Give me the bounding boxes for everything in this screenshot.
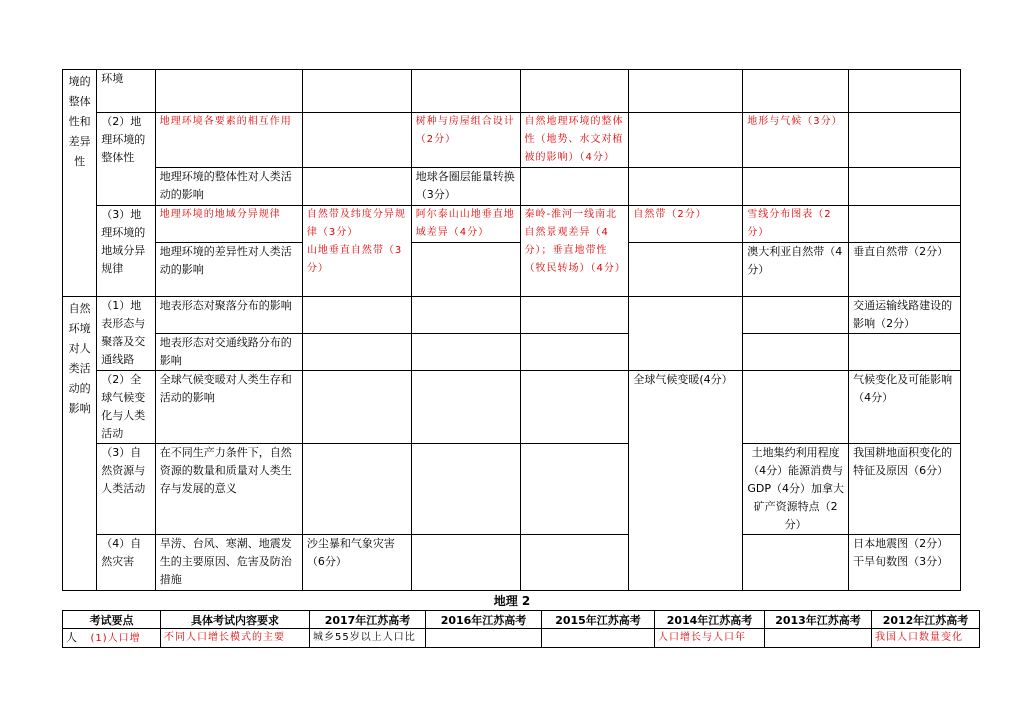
table-cell-text: 人	[66, 631, 77, 644]
year-cell	[849, 206, 961, 243]
year-cell	[411, 70, 520, 113]
year-cell	[520, 297, 629, 334]
year-cell	[411, 334, 520, 371]
year-cell	[411, 535, 520, 591]
year-cell	[849, 70, 961, 113]
table-cell	[765, 629, 872, 648]
year-cell	[411, 297, 520, 334]
header-cell: 2012年江苏高考	[872, 611, 980, 629]
year-cell	[302, 297, 411, 334]
content-cell: 地理环境的差异性对人类活动的影响	[155, 243, 302, 297]
point-cell: （4）自然灾害	[97, 535, 155, 591]
year-cell: 阿尔泰山山地垂直地域差异（4分）	[411, 206, 520, 243]
year-cell	[302, 70, 411, 113]
header-cell: 考试要点	[63, 611, 161, 629]
content-cell: 地理环境的整体性对人类活动的影响	[155, 168, 302, 206]
content-cell: 地理环境的地域分异规律	[155, 206, 302, 243]
point-cell: （3）自然资源与人类活动	[97, 444, 155, 535]
year-cell: 沙尘暴和气象灾害（6分）	[302, 535, 411, 591]
year-cell	[743, 70, 849, 113]
year-cell	[411, 444, 520, 535]
table-cell: 我国人口数量变化	[872, 629, 980, 648]
year-cell	[743, 334, 849, 371]
year-cell: 自然带（2分）	[629, 206, 743, 243]
year-cell: 雪线分布图表（2分）	[743, 206, 849, 243]
year-cell	[520, 444, 629, 535]
year-cell	[302, 206, 411, 297]
content-cell: 在不同生产力条件下，自然资源的数量和质量对人类生存与发展的意义	[155, 444, 302, 535]
year-cell	[629, 113, 743, 168]
point-cell: 环境	[97, 70, 155, 113]
point-cell: （2）地理环境的整体性	[97, 113, 155, 206]
year-cell: 日本地震图（2分）干旱旬数图（3分）	[849, 535, 961, 591]
section-title: 地理 2	[493, 594, 531, 608]
table-cell	[63, 629, 161, 648]
content-cell: 地理环境各要素的相互作用	[155, 113, 302, 168]
year-cell	[520, 535, 629, 591]
year-cell: 澳大利亚自然带（4分）	[743, 243, 849, 297]
content-cell: 地表形态对聚落分布的影响	[155, 297, 302, 334]
year-cell: 垂直自然带（2分）	[849, 243, 961, 297]
year-cell	[629, 297, 743, 371]
exam-table-geography-1	[62, 69, 961, 591]
year-cell: 交通运输线路建设的影响（2分）	[849, 297, 961, 334]
point-cell: （1）地表形态与聚落及交通线路	[97, 297, 155, 371]
year-cell	[520, 371, 629, 444]
year-cell	[629, 70, 743, 113]
header-cell: 2017年江苏高考	[310, 611, 426, 629]
year-cell	[849, 168, 961, 206]
year-cell	[302, 113, 411, 168]
year-cell	[743, 297, 849, 334]
table-cell	[542, 629, 655, 648]
year-cell	[743, 168, 849, 206]
year-cell: 土地集约利用程度（4分）能源消费与GDP（4分）加拿大矿产资源特点（2分）	[743, 444, 849, 535]
year-cell	[302, 168, 411, 206]
table-cell: 人口增长与人口年	[655, 629, 765, 648]
year-cell	[302, 334, 411, 371]
year-cell	[743, 535, 849, 591]
exam-table-geography-2	[62, 610, 980, 648]
content-cell: 旱涝、台风、寒潮、地震发生的主要原因、危害及防治措施	[155, 535, 302, 591]
year-cell	[629, 243, 743, 297]
table-cell-text: (1)人口增	[90, 633, 141, 644]
header-cell: 2015年江苏高考	[542, 611, 655, 629]
topic-cell-environment: 境的整体性和差异性	[63, 70, 97, 297]
point-cell: （2）全球气候变化与人类活动	[97, 371, 155, 444]
year-cell: 气候变化及可能影响（4分）	[849, 371, 961, 444]
year-cell: 自然地理环境的整体性（地势、水文对植被的影响）（4分）	[520, 113, 629, 168]
year-cell	[743, 371, 849, 444]
year-cell-line: 自然带及纬度分异规律（3分）	[306, 209, 406, 238]
year-cell	[849, 334, 961, 371]
year-cell	[520, 168, 629, 206]
year-cell: 全球气候变暖(4分）	[629, 371, 743, 591]
year-cell: 树种与房屋组合设计（2分）	[411, 113, 520, 168]
year-cell	[520, 70, 629, 113]
header-cell: 2014年江苏高考	[655, 611, 765, 629]
year-cell	[302, 371, 411, 444]
header-cell: 具体考试内容要求	[161, 611, 310, 629]
content-cell: 全球气候变暖对人类生存和活动的影响	[155, 371, 302, 444]
year-cell	[411, 243, 520, 297]
point-cell: （3）地理环境的地域分异规律	[97, 206, 155, 297]
table-cell: 不同人口增长模式的主要	[161, 629, 310, 648]
header-cell: 2013年江苏高考	[765, 611, 872, 629]
year-cell-line: 山地垂直自然带（3分）	[306, 245, 403, 274]
year-cell: 地形与气候（3分）	[743, 113, 849, 168]
year-cell	[411, 371, 520, 444]
year-cell: 秦岭-淮河一线南北自然景观差异（4分）；垂直地带性（牧民转场）（4分）	[520, 206, 629, 297]
year-cell	[302, 444, 411, 535]
year-cell	[520, 334, 629, 371]
table-cell	[426, 629, 542, 648]
content-cell	[155, 70, 302, 113]
content-cell: 地表形态对交通线路分布的影响	[155, 334, 302, 371]
header-cell: 2016年江苏高考	[426, 611, 542, 629]
year-cell: 我国耕地面积变化的特征及原因（6分）	[849, 444, 961, 535]
year-cell	[849, 113, 961, 168]
year-cell: 地球各圈层能量转换（3分）	[411, 168, 520, 206]
topic-cell-nature: 自然环境对人类活动的影响	[63, 297, 97, 591]
year-cell	[629, 168, 743, 206]
table-cell: 城乡55岁以上人口比	[310, 629, 426, 648]
